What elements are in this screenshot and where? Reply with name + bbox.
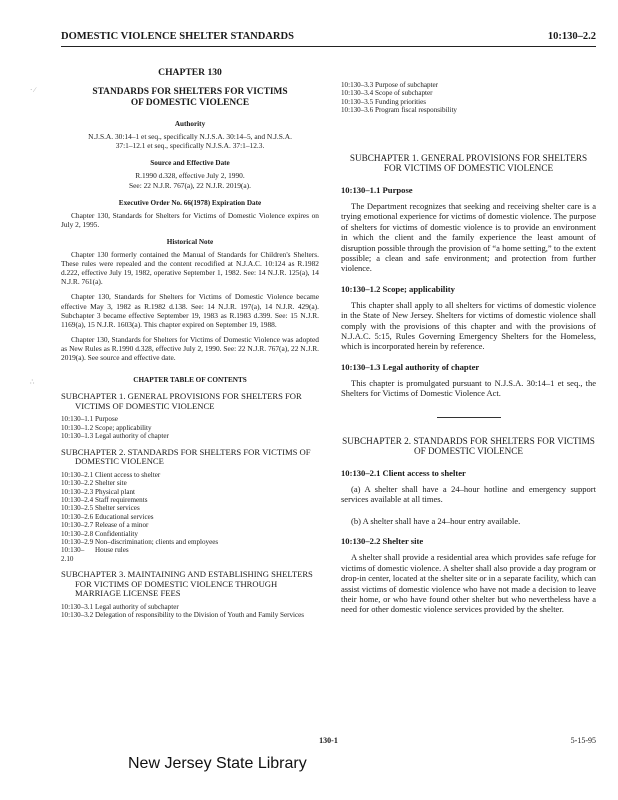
toc-entry (61, 603, 319, 611)
section-text: This chapter is promulgated pursuant to N.J.S.A. 30:14–1 et seq., the Shelters for Victims of Domestic Violence Act. (341, 377, 596, 399)
toc-entry (61, 530, 319, 538)
toc-entry-title: Shelter services (95, 504, 140, 513)
section-heading: 10:130–2.2 Shelter site (341, 536, 424, 547)
revision-date: 5-15-95 (570, 736, 596, 745)
toc-entry-number: 10:130–2.10 (61, 546, 85, 563)
chapter-title-line: STANDARDS FOR SHELTERS FOR VICTIMS (92, 87, 288, 98)
toc-entry (61, 496, 319, 504)
toc-entry-title: Program fiscal responsibility (375, 106, 457, 115)
toc-entry-title: Scope; applicability (95, 423, 152, 432)
toc-entry-title: Client access to shelter (95, 470, 161, 479)
source-line: See: 22 N.J.R. 767(a), 22 N.J.R. 2019(a). (129, 180, 251, 190)
source-line: R.1990 d.328, effective July 2, 1990. (135, 171, 245, 181)
toc-entry (341, 81, 596, 89)
historical-note-heading: Historical Note (166, 237, 214, 246)
toc-entry-title: House rules (95, 546, 129, 555)
toc-entry-title: Physical plant (95, 487, 135, 496)
toc-list-subchapter-1 (61, 415, 319, 440)
toc-entry (341, 98, 596, 106)
running-header (61, 31, 596, 45)
toc-entry (61, 546, 319, 563)
toc-entry-number: 10:130–2.6 (61, 512, 94, 521)
header-title: DOMESTIC VIOLENCE SHELTER STANDARDS (61, 31, 294, 42)
toc-heading: CHAPTER TABLE OF CONTENTS (133, 376, 247, 385)
toc-entry (61, 504, 319, 512)
toc-entry-number: 10:130–2.9 (61, 538, 94, 546)
section-text: This chapter shall apply to all shelters for victims of domestic violence in the State of New Jersey. Shelters for victims of domestic violence shall comply with the provisions of this chapter and with the provisions of N.J.A.C. 5:15, Rules Governing Emergency Shelters for the Homeless, which is incorporated herein by reference. (341, 299, 596, 352)
section-heading: 10:130–2.1 Client access to shelter (341, 467, 466, 478)
subchapter-1-heading: SUBCHAPTER 1. GENERAL PROVISIONS FOR SHELTERS FOR VICTIMS OF DOMESTIC VIOLENCE (349, 152, 588, 174)
toc-subchapter-2: SUBCHAPTER 2. STANDARDS FOR SHELTERS FOR VICTIMS OF DOMESTIC VIOLENCE (61, 446, 311, 467)
toc-entry (61, 521, 319, 529)
section-text: (a) A shelter shall have a 24–hour hotline and emergency support services available at all times. (341, 484, 596, 505)
toc-entry-title: Non–discrimination; clients and employees (95, 538, 219, 546)
toc-subchapter-1: SUBCHAPTER 1. GENERAL PROVISIONS FOR SHELTERS FOR VICTIMS OF DOMESTIC VIOLENCE (61, 391, 302, 411)
source-heading: Source and Effective Date (150, 159, 230, 168)
toc-entry-number: 10:130–2.5 (61, 504, 94, 513)
header-rule (61, 46, 596, 47)
toc-entry-number: 10:130–1.2 (61, 423, 94, 432)
toc-entry-title: Staff requirements (95, 495, 148, 504)
toc-entry-title: Legal authority of chapter (95, 432, 169, 441)
section-text: A shelter shall provide a residential area which provides safe refuge for victims of domestic violence. A shelter shall also provide a day program or drop-in center, located at the shelter site or in a separate facility, which can assist victims of domestic violence who have not made a decision to leave their home, or who have found other shelter but who nevertheless have a need for other domestic violence services provided by the shelter. (341, 552, 596, 615)
toc-list-subchapter-3 (61, 603, 319, 620)
toc-entry (61, 513, 319, 521)
authority-line: 37:1–12.1 et seq., specifically N.J.S.A. 37:1–12.3. (115, 141, 265, 151)
authority-heading: Authority (174, 120, 206, 129)
toc-subchapter-3: SUBCHAPTER 3. MAINTAINING AND ESTABLISHING SHELTERS FOR VICTIMS OF DOMESTIC VIOLENCE THROUGH MARRIAGE LICENSE FEES (61, 569, 313, 599)
source-text (61, 171, 319, 189)
toc-entry-number: 10:130–2.7 (61, 521, 94, 530)
toc-entry-title: Confidentiality (95, 529, 138, 538)
toc-entry-number: 10:130–2.8 (61, 529, 94, 538)
page-number: 130-1 (319, 736, 338, 745)
historical-note-paragraph: Chapter 130, Standards for Shelters for Victims of Domestic Violence became effective May 3, 1982 as R.1982 d.138. See: 14 N.J.R. 197(a), 14 N.J.R. 429(a). Subchapter 3 became effective September 19, 1983 as R.1983 d.399. See: 15 N.J.R. 1169(a), 15 N.J.R. 1603(a). This chapter expired on September 19, 1988. (61, 292, 319, 329)
section-text: The Department recognizes that seeking and receiving shelter care is a trying emotional experience for victims of domestic violence. The purpose of shelters for victims of domestic violence is to provide an environment in which the client and the family experience the least amount of disruption possible through the provision of “a home setting,” to the extent possible; a clean and safe environment; and protection from further violence. (341, 200, 596, 274)
toc-entry (341, 106, 596, 114)
toc-entry-title: Legal authority of subchapter (95, 603, 179, 611)
left-column (61, 68, 319, 627)
toc-entry (61, 538, 319, 546)
section-heading: 10:130–1.2 Scope; applicability (341, 283, 455, 294)
toc-entry (61, 488, 319, 496)
toc-entry-number: 10:130–3.5 (341, 97, 374, 106)
page-footer (61, 736, 596, 750)
toc-entry-title: Purpose (95, 415, 118, 424)
toc-entry-title: Purpose of subchapter (375, 81, 439, 89)
toc-entry-number: 10:130–3.4 (341, 89, 374, 98)
header-section-number: 10:130–2.2 (547, 31, 596, 42)
section-heading: 10:130–1.1 Purpose (341, 184, 413, 195)
toc-entry (61, 611, 319, 619)
toc-entry-number: 10:130–3.3 (341, 81, 374, 89)
toc-entry (61, 424, 319, 432)
toc-entry (61, 471, 319, 479)
chapter-title-line: OF DOMESTIC VIOLENCE (130, 98, 250, 109)
toc-entry (61, 432, 319, 440)
toc-entry-title: Release of a minor (95, 521, 149, 530)
authority-text (61, 132, 319, 150)
historical-note-paragraph: Chapter 130 formerly contained the Manual of Standards for Children's Shelters. These rules were repealed and the content recodified at N.J.A.C. 10:124 as R.1982 d.222, effective July 19, 1982, operative September 1, 1982. See: 14 N.J.R. 125(a), 14 N.J.R. 761(a). (61, 250, 319, 287)
toc-list-subchapter-3-continued (341, 81, 596, 115)
chapter-number: CHAPTER 130 (158, 67, 222, 78)
toc-entry (61, 479, 319, 487)
toc-entry-number: 10:130–1.3 (61, 432, 94, 441)
toc-entry-title: Shelter site (95, 479, 127, 488)
toc-list-subchapter-2 (61, 471, 319, 563)
toc-entry-title: Educational services (95, 512, 154, 521)
toc-entry-number: 10:130–3.6 (341, 106, 374, 115)
toc-entry-number: 10:130–2.1 (61, 470, 94, 479)
section-heading: 10:130–1.3 Legal authority of chapter (341, 361, 480, 372)
toc-entry-number: 10:130–1.1 (61, 415, 94, 424)
executive-order-text: Chapter 130, Standards for Shelters for Victims of Domestic Violence expires on July 2, 1995. (61, 210, 319, 229)
margin-mark: ∴ (30, 378, 35, 386)
executive-order-heading: Executive Order No. 66(1978) Expiration Date (118, 198, 262, 207)
toc-entry-title: Delegation of responsibility to the Division of Youth and Family Services (95, 611, 305, 620)
section-text: (b) A shelter shall have a 24–hour entry available. (351, 515, 521, 526)
toc-entry-title: Scope of subchapter (375, 89, 433, 98)
toc-entry-number: 10:130–2.4 (61, 495, 94, 504)
toc-entry (61, 415, 319, 423)
toc-entry-number: 10:130–2.2 (61, 479, 94, 488)
toc-entry (341, 89, 596, 97)
toc-entry-number: 10:130–3.1 (61, 603, 94, 611)
library-stamp: New Jersey State Library (128, 755, 307, 772)
toc-entry-title: Funding priorities (375, 97, 427, 106)
toc-entry-number: 10:130–2.3 (61, 487, 94, 496)
toc-entry-number: 10:130–3.2 (61, 611, 94, 620)
authority-line: N.J.S.A. 30:14–1 et seq., specifically N.J.S.A. 30:14–5, and N.J.S.A. (88, 132, 292, 142)
subchapter-2-heading: SUBCHAPTER 2. STANDARDS FOR SHELTERS FOR VICTIMS OF DOMESTIC VIOLENCE (342, 435, 595, 457)
section-divider (437, 417, 501, 418)
historical-note-paragraph: Chapter 130, Standards for Shelters for Victims of Domestic Violence was adopted as New Rules as R.1990 d.328, effective July 2, 1990. See: 22 N.J.R. 767(a), 22 N.J.R. 2019(a). See source and effective date. (61, 334, 319, 362)
chapter-title (61, 87, 319, 109)
right-column (341, 81, 596, 626)
margin-mark: · ∕ (30, 86, 36, 94)
